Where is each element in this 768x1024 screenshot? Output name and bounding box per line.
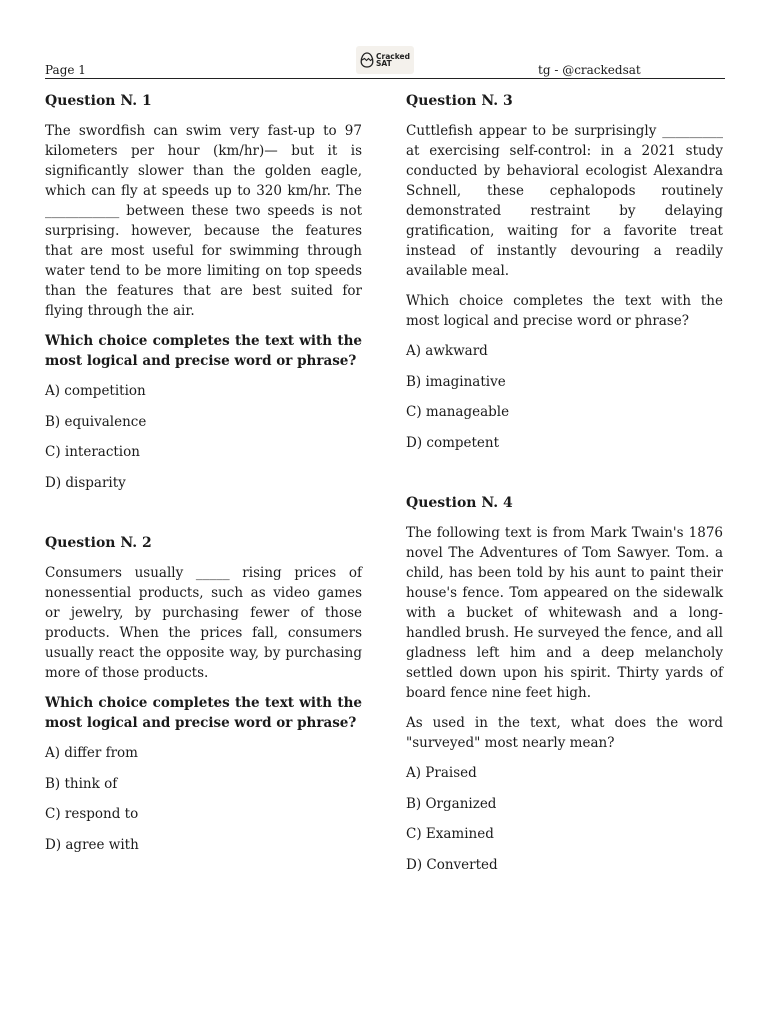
telegram-handle: tg - @crackedsat <box>538 63 641 77</box>
logo-text-line1: Cracked <box>376 52 410 61</box>
question-prompt: Which choice completes the text with the most logical and precise word or phrase? <box>45 333 362 369</box>
option-c[interactable]: C) interaction <box>45 444 140 460</box>
right-column <box>406 91 723 885</box>
question-1 <box>45 91 362 493</box>
question-3 <box>406 91 723 453</box>
left-column <box>45 91 362 865</box>
page-header <box>45 46 725 79</box>
question-prompt: As used in the text, what does the word "surveyed" most nearly mean? <box>406 715 723 751</box>
page-number: Page 1 <box>45 63 86 77</box>
option-d[interactable]: D) competent <box>406 434 500 451</box>
question-text: Cuttlefish appear to be surprisingly _________ at exercising self-control: in a 2021 study conducted by behavioral ecologist Alexandra Schnell, these cephalopods routinely demonstrated restraint by delaying gratification, waiting for a favorite treat instead of instantly devouring a readily available meal. <box>406 123 723 279</box>
option-c[interactable]: C) respond to <box>45 806 139 822</box>
question-text: The swordfish can swim very fast-up to 97 kilometers per hour (km/hr)— but it is significantly slower than the golden eagle, which can fly at speeds up to 320 km/hr. The ___________ between these two speeds is not surprising. however, because the features that are most useful for swimming through water tend to be more limiting on top speeds than the features that are best suited for flying through the air. <box>45 123 362 319</box>
question-title: Question N. 2 <box>45 535 152 551</box>
option-d[interactable]: D) agree with <box>45 836 139 853</box>
option-a[interactable]: A) awkward <box>406 343 488 359</box>
cracked-egg-icon <box>360 52 374 68</box>
question-prompt: Which choice completes the text with the most logical and precise word or phrase? <box>406 293 723 329</box>
question-text: Consumers usually _____ rising prices of nonessential products, such as video games or jewelry, by purchasing fewer of those products. When the prices fall, consumers usually react the opposite way, by purchasing more of those products. <box>45 565 362 681</box>
option-a[interactable]: A) Praised <box>406 765 477 781</box>
question-text: The following text is from Mark Twain's 1876 novel The Adventures of Tom Sawyer. Tom. a child, has been told by his aunt to paint their house's fence. Tom appeared on the sidewalk with a bucket of whitewash and a long-handled brush. He surveyed the fence, and all gladness left him and a deep melancholy settled down upon his spirit. Thirty yards of board fence nine feet high. <box>406 525 723 701</box>
question-title: Question N. 3 <box>406 93 513 109</box>
option-b[interactable]: B) imaginative <box>406 373 506 390</box>
option-c[interactable]: C) Examined <box>406 826 494 842</box>
option-b[interactable]: B) equivalence <box>45 413 147 430</box>
option-d[interactable]: D) Converted <box>406 856 498 873</box>
option-c[interactable]: C) manageable <box>406 404 510 420</box>
question-prompt: Which choice completes the text with the most logical and precise word or phrase? <box>45 695 362 731</box>
option-a[interactable]: A) competition <box>45 383 146 399</box>
option-b[interactable]: B) think of <box>45 775 118 792</box>
option-b[interactable]: B) Organized <box>406 795 497 812</box>
cracked-sat-logo <box>356 46 414 74</box>
question-2 <box>45 533 362 855</box>
option-d[interactable]: D) disparity <box>45 474 126 491</box>
logo-text-line2: SAT <box>376 59 392 68</box>
question-4 <box>406 493 723 875</box>
option-a[interactable]: A) differ from <box>45 745 138 761</box>
question-title: Question N. 4 <box>406 495 513 511</box>
question-title: Question N. 1 <box>45 93 152 109</box>
